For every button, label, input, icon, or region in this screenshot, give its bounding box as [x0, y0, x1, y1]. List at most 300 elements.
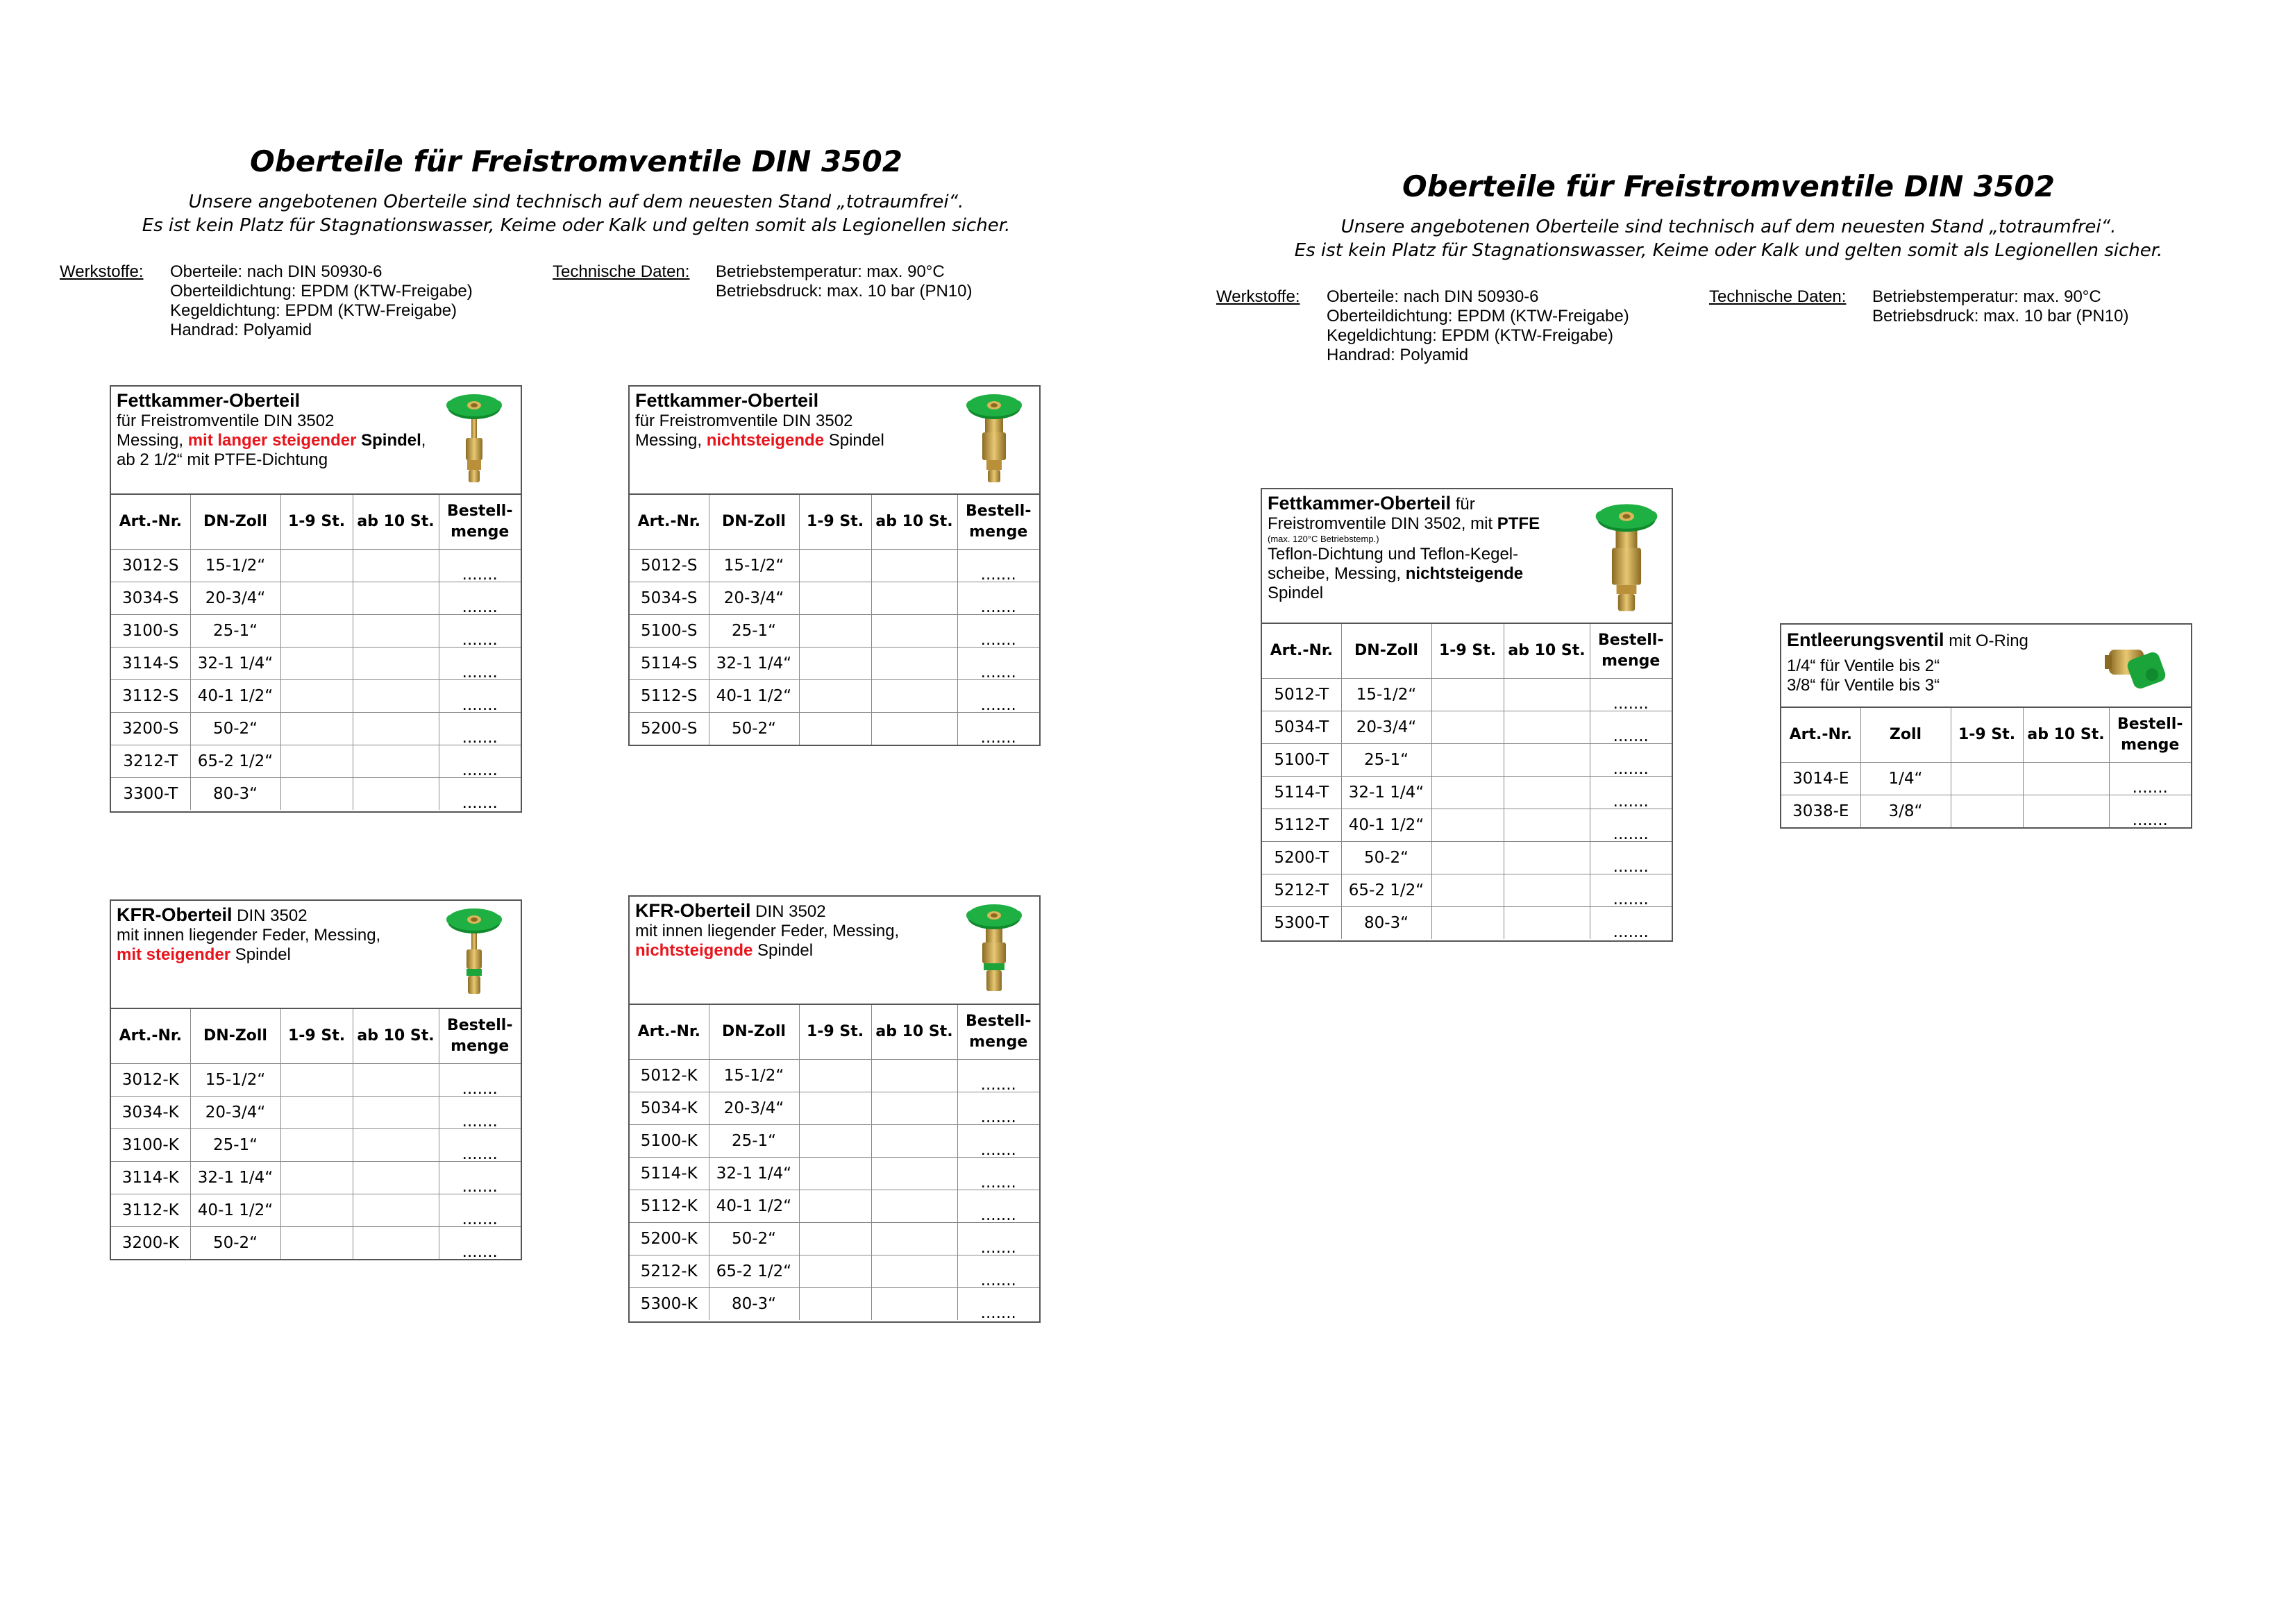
table-row — [111, 582, 521, 614]
cell-size: 80-3“ — [1341, 906, 1431, 939]
cell-price-10 — [871, 1124, 957, 1157]
cell-price-1-9 — [280, 1128, 353, 1161]
card-desc-line: für Freistromventile DIN 3502 — [117, 412, 335, 430]
card-desc-line: Teflon-Dichtung und Teflon-Kegel- — [1268, 545, 1519, 564]
cell-price-1-9 — [799, 1287, 871, 1320]
card-description — [635, 901, 899, 961]
card-title-suffix: DIN 3502 — [750, 902, 826, 921]
cell-order-qty[interactable]: ....... — [957, 647, 1039, 679]
cell-price-1-9 — [280, 1226, 353, 1259]
cell-order-qty[interactable]: ....... — [1590, 678, 1672, 711]
cell-price-1-9 — [799, 1157, 871, 1190]
cell-order-qty[interactable]: ....... — [439, 549, 521, 582]
right-specs — [1216, 287, 2188, 371]
col-header-price-1-9: 1-9 St. — [280, 1009, 353, 1063]
cell-art-nr: 3200-S — [111, 712, 190, 745]
cell-art-nr: 5212-T — [1262, 874, 1341, 906]
table-row — [111, 1063, 521, 1096]
col-header-price-10: ab 10 St. — [353, 1009, 439, 1063]
cell-size: 65-2 1/2“ — [1341, 874, 1431, 906]
cell-price-1-9 — [1431, 906, 1504, 939]
cell-price-1-9 — [280, 745, 353, 777]
valve-ptfe-icon — [1592, 502, 1661, 616]
cell-order-qty[interactable]: ....... — [439, 1194, 521, 1226]
right-intro — [1208, 215, 2249, 262]
cell-order-qty[interactable]: ....... — [957, 1287, 1039, 1320]
card-desc-text: Messing, — [635, 431, 707, 450]
cell-size: 32-1 1/4“ — [190, 1161, 280, 1194]
left-page-title: Oberteile für Freistromventile DIN 3502 — [250, 144, 902, 178]
cell-size: 20-3/4“ — [1341, 711, 1431, 743]
col-header-price-1-9: 1-9 St. — [1431, 624, 1504, 678]
cell-price-10 — [1504, 678, 1590, 711]
card-title: Fettkammer-Oberteil — [117, 390, 301, 411]
table-row — [1262, 678, 1672, 711]
card-description — [117, 391, 426, 470]
cell-size: 50-2“ — [709, 1222, 799, 1255]
card-description — [117, 905, 380, 965]
card-title: KFR-Oberteil — [635, 900, 751, 921]
cell-art-nr: 5114-T — [1262, 776, 1341, 809]
table-row — [111, 679, 521, 712]
cell-order-qty[interactable]: ....... — [439, 777, 521, 810]
table-row — [1262, 776, 1672, 809]
cell-order-qty[interactable]: ....... — [1590, 776, 1672, 809]
cell-price-10 — [2023, 762, 2109, 795]
cell-order-qty[interactable]: ....... — [2109, 795, 2191, 827]
card-fettkammer-steigend — [110, 385, 522, 813]
cell-art-nr: 5114-K — [630, 1157, 709, 1190]
cell-price-1-9 — [280, 549, 353, 582]
werkstoffe-list — [170, 262, 473, 340]
card-desc-line: für Freistromventile DIN 3502 — [635, 412, 853, 430]
cell-order-qty[interactable]: ....... — [957, 1124, 1039, 1157]
cell-size: 1/4“ — [1860, 762, 1951, 795]
card-desc-highlight: mit langer steigender — [187, 431, 357, 450]
cell-price-10 — [353, 777, 439, 810]
cell-size: 25-1“ — [709, 1124, 799, 1157]
col-header-art: Art.-Nr. — [630, 1005, 709, 1059]
col-header-price-1-9: 1-9 St. — [280, 495, 353, 549]
col-header-art: Art.-Nr. — [1262, 624, 1341, 678]
card-desc-line: 3/8“ für Ventile bis 3“ — [1787, 676, 1940, 695]
werkstoff-item: Oberteile: nach DIN 50930-6 — [170, 262, 382, 281]
card-desc-small: (max. 120°C Betriebstemp.) — [1268, 534, 1379, 544]
cell-art-nr: 3014-E — [1781, 762, 1860, 795]
cell-size: 25-1“ — [709, 614, 799, 647]
cell-size: 15-1/2“ — [190, 1063, 280, 1096]
cell-price-10 — [353, 582, 439, 614]
cell-order-qty[interactable]: ....... — [439, 582, 521, 614]
cell-art-nr: 5114-S — [630, 647, 709, 679]
card-desc-text: Freistromventile DIN 3502, mit — [1268, 514, 1497, 533]
card-desc-bold: PTFE — [1497, 514, 1540, 533]
cell-size: 15-1/2“ — [709, 549, 799, 582]
card-desc-text: , — [421, 431, 426, 450]
cell-price-10 — [353, 1063, 439, 1096]
cell-price-1-9 — [280, 1063, 353, 1096]
table-row — [111, 1128, 521, 1161]
cell-price-10 — [1504, 841, 1590, 874]
cell-size: 20-3/4“ — [709, 1092, 799, 1124]
cell-art-nr: 3100-K — [111, 1128, 190, 1161]
card-title-suffix: für — [1451, 495, 1475, 514]
cell-art-nr: 5034-K — [630, 1092, 709, 1124]
cell-order-qty[interactable]: ....... — [439, 679, 521, 712]
col-header-art: Art.-Nr. — [111, 1009, 190, 1063]
cell-order-qty[interactable]: ....... — [439, 712, 521, 745]
werkstoff-item: Kegeldichtung: EPDM (KTW-Freigabe) — [170, 301, 457, 320]
cell-size: 50-2“ — [190, 1226, 280, 1259]
cell-art-nr: 3212-T — [111, 745, 190, 777]
cell-price-1-9 — [280, 582, 353, 614]
card-title: Entleerungsventil — [1787, 629, 1944, 650]
cell-price-1-9 — [799, 582, 871, 614]
cell-price-1-9 — [280, 679, 353, 712]
table-row — [630, 1287, 1039, 1320]
col-header-price-1-9: 1-9 St. — [1951, 708, 2023, 762]
cell-size: 15-1/2“ — [1341, 678, 1431, 711]
cell-size: 32-1 1/4“ — [1341, 776, 1431, 809]
cell-order-qty[interactable]: ....... — [957, 1157, 1039, 1190]
col-header-price-10: ab 10 St. — [353, 495, 439, 549]
cell-price-10 — [871, 1190, 957, 1222]
table-row — [630, 1092, 1039, 1124]
cell-art-nr: 5212-K — [630, 1255, 709, 1287]
col-header-price-1-9: 1-9 St. — [799, 1005, 871, 1059]
cell-price-1-9 — [280, 712, 353, 745]
cell-size: 65-2 1/2“ — [190, 745, 280, 777]
cell-art-nr: 5300-T — [1262, 906, 1341, 939]
cell-price-10 — [871, 1287, 957, 1320]
werkstoff-item: Handrad: Polyamid — [1327, 346, 1469, 364]
table-row — [111, 745, 521, 777]
cell-price-10 — [1504, 743, 1590, 776]
col-header-price-10: ab 10 St. — [871, 495, 957, 549]
cell-order-qty[interactable]: ....... — [439, 1226, 521, 1259]
table-row — [111, 712, 521, 745]
cell-size: 80-3“ — [709, 1287, 799, 1320]
cell-size: 25-1“ — [1341, 743, 1431, 776]
cell-price-1-9 — [280, 614, 353, 647]
table-row — [111, 1194, 521, 1226]
werkstoff-item: Kegeldichtung: EPDM (KTW-Freigabe) — [1327, 326, 1614, 345]
card-desc-text: Spindel — [753, 941, 814, 960]
table-row — [111, 614, 521, 647]
cell-price-10 — [871, 1092, 957, 1124]
right-page-title: Oberteile für Freistromventile DIN 3502 — [1402, 169, 2055, 203]
cell-price-1-9 — [280, 1096, 353, 1128]
cell-size: 20-3/4“ — [190, 1096, 280, 1128]
col-header-price-10: ab 10 St. — [2023, 708, 2109, 762]
cell-art-nr: 3034-S — [111, 582, 190, 614]
card-desc-highlight: nichtsteigende — [706, 431, 825, 450]
cell-art-nr: 3100-S — [111, 614, 190, 647]
card-title-suffix: DIN 3502 — [232, 906, 308, 925]
card-title: Fettkammer-Oberteil — [635, 390, 819, 411]
col-header-order-qty: Bestell- menge — [2109, 708, 2191, 762]
card-desc-highlight: mit steigender — [117, 945, 231, 964]
card-desc-line: Spindel — [1268, 584, 1324, 602]
technik-item: Betriebstemperatur: max. 90°C — [1872, 287, 2101, 306]
cell-price-1-9 — [799, 1190, 871, 1222]
price-table — [111, 495, 521, 810]
table-row — [630, 647, 1039, 679]
cell-order-qty[interactable]: ....... — [1590, 906, 1672, 939]
card-description — [1268, 493, 1540, 603]
table-row — [1781, 762, 2191, 795]
werkstoff-item: Handrad: Polyamid — [170, 321, 312, 339]
table-row — [1262, 743, 1672, 776]
technik-list — [716, 262, 972, 301]
cell-price-10 — [1504, 874, 1590, 906]
col-header-order-qty: Bestell- menge — [1590, 624, 1672, 678]
cell-art-nr: 5300-K — [630, 1287, 709, 1320]
table-row — [1262, 711, 1672, 743]
cell-order-qty[interactable]: ....... — [439, 745, 521, 777]
cell-price-1-9 — [280, 1161, 353, 1194]
table-row — [630, 1059, 1039, 1092]
cell-art-nr: 3114-S — [111, 647, 190, 679]
technik-label: Technische Daten: — [553, 262, 690, 281]
technik-item: Betriebstemperatur: max. 90°C — [716, 262, 945, 281]
card-desc-line: mit innen liegender Feder, Messing, — [635, 922, 900, 940]
card-description — [635, 391, 884, 450]
cell-order-qty[interactable]: ....... — [957, 1059, 1039, 1092]
cell-price-1-9 — [1951, 762, 2023, 795]
card-desc-text: Spindel — [824, 431, 884, 450]
col-header-art: Art.-Nr. — [111, 495, 190, 549]
valve-non-rising-icon — [963, 392, 1025, 489]
cell-order-qty[interactable]: ....... — [439, 1161, 521, 1194]
col-header-price-10: ab 10 St. — [1504, 624, 1590, 678]
cell-art-nr: 3012-K — [111, 1063, 190, 1096]
cell-order-qty[interactable]: ....... — [957, 1190, 1039, 1222]
werkstoff-item: Oberteildichtung: EPDM (KTW-Freigabe) — [170, 282, 473, 301]
price-table — [111, 1009, 521, 1259]
cell-art-nr: 3012-S — [111, 549, 190, 582]
price-table — [630, 1005, 1039, 1320]
cell-art-nr: 5112-K — [630, 1190, 709, 1222]
col-header-order-qty: Bestell- menge — [957, 495, 1039, 549]
cell-price-1-9 — [280, 1194, 353, 1226]
cell-size: 40-1 1/2“ — [1341, 809, 1431, 841]
cell-order-qty[interactable]: ....... — [1590, 841, 1672, 874]
table-row — [1262, 906, 1672, 939]
cell-price-10 — [1504, 711, 1590, 743]
cell-price-10 — [871, 1157, 957, 1190]
cell-price-10 — [871, 1059, 957, 1092]
table-row — [630, 1124, 1039, 1157]
cell-art-nr: 5112-T — [1262, 809, 1341, 841]
cell-price-1-9 — [1431, 678, 1504, 711]
cell-size: 50-2“ — [1341, 841, 1431, 874]
cell-order-qty[interactable]: ....... — [1590, 711, 1672, 743]
card-desc-text: Messing, — [117, 431, 188, 450]
card-title: KFR-Oberteil — [117, 904, 233, 925]
card-kfr-steigend — [110, 899, 522, 1260]
cell-order-qty[interactable]: ....... — [957, 549, 1039, 582]
cell-art-nr: 5100-K — [630, 1124, 709, 1157]
cell-size: 25-1“ — [190, 614, 280, 647]
card-kfr-nichtsteigend — [628, 895, 1041, 1323]
col-header-zoll: Zoll — [1860, 708, 1951, 762]
cell-size: 25-1“ — [190, 1128, 280, 1161]
left-intro — [56, 190, 1097, 237]
table-row — [630, 614, 1039, 647]
cell-price-1-9 — [1431, 809, 1504, 841]
cell-size: 3/8“ — [1860, 795, 1951, 827]
valve-kfr-non-rising-icon — [963, 902, 1025, 999]
cell-order-qty[interactable]: ....... — [439, 614, 521, 647]
cell-art-nr: 3034-K — [111, 1096, 190, 1128]
cell-size: 15-1/2“ — [190, 549, 280, 582]
cell-order-qty[interactable]: ....... — [957, 1222, 1039, 1255]
cell-price-1-9 — [799, 1222, 871, 1255]
cell-art-nr: 3038-E — [1781, 795, 1860, 827]
price-table — [630, 495, 1039, 745]
table-row — [1262, 874, 1672, 906]
technik-list — [1872, 287, 2128, 326]
cell-price-10 — [353, 1161, 439, 1194]
cell-art-nr: 5034-T — [1262, 711, 1341, 743]
price-table — [1781, 708, 2191, 827]
left-intro-line-1: Unsere angebotenen Oberteile sind technisch auf dem neuesten Stand „totraumfrei“. — [188, 192, 964, 212]
cell-price-10 — [353, 745, 439, 777]
table-row — [111, 1161, 521, 1194]
col-header-dn: DN-Zoll — [1341, 624, 1431, 678]
cell-price-10 — [871, 1255, 957, 1287]
cell-order-qty[interactable]: ....... — [1590, 874, 1672, 906]
cell-size: 32-1 1/4“ — [190, 647, 280, 679]
card-description — [1787, 630, 2028, 695]
cell-price-1-9 — [1431, 776, 1504, 809]
cell-art-nr: 3112-S — [111, 679, 190, 712]
cell-order-qty[interactable]: ....... — [2109, 762, 2191, 795]
col-header-order-qty: Bestell- menge — [957, 1005, 1039, 1059]
col-header-price-1-9: 1-9 St. — [799, 495, 871, 549]
table-row — [630, 1222, 1039, 1255]
card-fettkammer-nichtsteigend — [628, 385, 1041, 746]
cell-price-1-9 — [799, 1092, 871, 1124]
col-header-price-10: ab 10 St. — [871, 1005, 957, 1059]
cell-price-10 — [871, 647, 957, 679]
cell-price-1-9 — [799, 1255, 871, 1287]
cell-art-nr: 3114-K — [111, 1161, 190, 1194]
col-header-dn: DN-Zoll — [709, 495, 799, 549]
card-desc-text: Spindel — [230, 945, 291, 964]
card-desc-line: mit innen liegender Feder, Messing, — [117, 926, 381, 945]
cell-size: 20-3/4“ — [709, 582, 799, 614]
cell-price-10 — [2023, 795, 2109, 827]
cell-size: 32-1 1/4“ — [709, 647, 799, 679]
cell-price-10 — [871, 1222, 957, 1255]
cell-size: 40-1 1/2“ — [709, 1190, 799, 1222]
cell-price-10 — [353, 1128, 439, 1161]
right-intro-line-1: Unsere angebotenen Oberteile sind technisch auf dem neuesten Stand „totraumfrei“. — [1340, 217, 2117, 237]
cell-price-1-9 — [1951, 795, 2023, 827]
cell-price-10 — [353, 614, 439, 647]
cell-size: 65-2 1/2“ — [709, 1255, 799, 1287]
table-row — [630, 679, 1039, 712]
werkstoff-item: Oberteildichtung: EPDM (KTW-Freigabe) — [1327, 307, 1629, 325]
cell-size: 40-1 1/2“ — [190, 679, 280, 712]
table-row — [1262, 809, 1672, 841]
werkstoffe-label: Werkstoffe: — [1216, 287, 1300, 306]
left-specs — [60, 262, 1032, 346]
col-header-order-qty: Bestell- menge — [439, 1009, 521, 1063]
cell-price-10 — [353, 1096, 439, 1128]
col-header-dn: DN-Zoll — [709, 1005, 799, 1059]
cell-art-nr: 3112-K — [111, 1194, 190, 1226]
cell-price-10 — [1504, 906, 1590, 939]
cell-price-10 — [353, 647, 439, 679]
cell-price-1-9 — [799, 1124, 871, 1157]
werkstoffe-list — [1327, 287, 1629, 365]
valve-kfr-rising-icon — [443, 906, 505, 1004]
cell-price-1-9 — [799, 679, 871, 712]
cell-price-1-9 — [799, 1059, 871, 1092]
table-row — [1262, 841, 1672, 874]
cell-order-qty[interactable]: ....... — [957, 1092, 1039, 1124]
cell-order-qty[interactable]: ....... — [439, 1096, 521, 1128]
cell-price-10 — [871, 712, 957, 745]
cell-price-1-9 — [280, 777, 353, 810]
cell-price-10 — [871, 679, 957, 712]
cell-art-nr: 5200-K — [630, 1222, 709, 1255]
cell-order-qty[interactable]: ....... — [957, 582, 1039, 614]
cell-size: 40-1 1/2“ — [190, 1194, 280, 1226]
cell-size: 32-1 1/4“ — [709, 1157, 799, 1190]
cell-price-1-9 — [1431, 743, 1504, 776]
cell-order-qty[interactable]: ....... — [1590, 743, 1672, 776]
cell-order-qty[interactable]: ....... — [957, 614, 1039, 647]
cell-price-10 — [871, 549, 957, 582]
cell-art-nr: 5112-S — [630, 679, 709, 712]
right-intro-line-2: Es ist kein Platz für Stagnationswasser, Keime oder Kalk und gelten somit als Legionellen sicher. — [1294, 240, 2163, 261]
cell-order-qty[interactable]: ....... — [957, 679, 1039, 712]
cell-order-qty[interactable]: ....... — [957, 1255, 1039, 1287]
table-row — [630, 1255, 1039, 1287]
cell-price-10 — [353, 1226, 439, 1259]
cell-price-1-9 — [799, 712, 871, 745]
cell-price-1-9 — [1431, 711, 1504, 743]
card-desc-line: ab 2 1/2“ mit PTFE-Dichtung — [117, 450, 328, 469]
cell-price-1-9 — [799, 647, 871, 679]
cell-size: 40-1 1/2“ — [709, 679, 799, 712]
cell-art-nr: 5034-S — [630, 582, 709, 614]
cell-order-qty[interactable]: ....... — [439, 647, 521, 679]
cell-price-10 — [353, 549, 439, 582]
cell-order-qty[interactable]: ....... — [439, 1063, 521, 1096]
cell-size: 80-3“ — [190, 777, 280, 810]
cell-order-qty[interactable]: ....... — [439, 1128, 521, 1161]
table-row — [111, 647, 521, 679]
technik-label: Technische Daten: — [1709, 287, 1847, 306]
cell-size: 15-1/2“ — [709, 1059, 799, 1092]
cell-order-qty[interactable]: ....... — [957, 712, 1039, 745]
cell-art-nr: 5200-T — [1262, 841, 1341, 874]
cell-order-qty[interactable]: ....... — [1590, 809, 1672, 841]
col-header-art: Art.-Nr. — [1781, 708, 1860, 762]
cell-art-nr: 5012-S — [630, 549, 709, 582]
cell-size: 50-2“ — [709, 712, 799, 745]
valve-long-rising-icon — [443, 392, 505, 489]
card-entleerungsventil — [1780, 623, 2192, 829]
card-desc-bold: nichtsteigende — [1405, 564, 1524, 583]
col-header-order-qty: Bestell- menge — [439, 495, 521, 549]
cell-art-nr: 3300-T — [111, 777, 190, 810]
